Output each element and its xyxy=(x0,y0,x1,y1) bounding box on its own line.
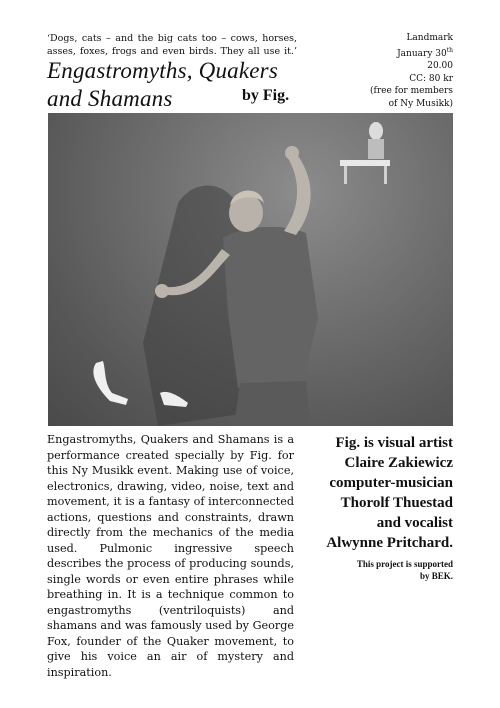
date xyxy=(343,45,453,61)
performer-torso xyxy=(223,227,318,388)
description: Engastromyths, Quakers and Shamans is a performance created specially by Fig. for this Ny Musikk event. Making use of voice, electronics, drawing, video, noise, text and movement, it is a fantasy of interconnected actions, questions and constraints, drawn directly from the mechanics of the media used. Pulmonic ingressive speech describes the process of producing sounds, single words or even entire phrases while breathing in. It is a technique common to engastromyths (ventriloquists) and shamans and was famously used by George Fox, founder of the Quaker movement, to give his voice an air of mystery and inspiration. xyxy=(47,433,294,679)
performance-photo xyxy=(48,113,453,426)
performer-arm-raised xyxy=(284,153,311,235)
event-info xyxy=(343,32,453,110)
venue: Landmark xyxy=(406,33,453,43)
byline: by Fig. xyxy=(242,87,290,104)
credit-line-6: Alwynne Pritchard. xyxy=(326,535,453,551)
credit-line-1: Fig. is visual artist xyxy=(335,435,453,451)
performer-legs xyxy=(234,381,310,426)
support-line-1: This project is supported xyxy=(356,559,453,569)
credits xyxy=(288,433,453,553)
free-note-line1: (free for members xyxy=(370,86,453,96)
projection-figure xyxy=(369,122,383,140)
date-suffix: th xyxy=(446,46,453,54)
photo-illustration xyxy=(48,113,453,426)
projection-hand-left xyxy=(93,361,128,405)
time: 20.00 xyxy=(427,61,453,71)
title: Engastromyths, Quakers and Shamans xyxy=(47,58,278,111)
credit-line-4: Thorolf Thuestad xyxy=(340,495,453,511)
credit-line-2: Claire Zakiewicz xyxy=(344,455,453,471)
free-note-line2: of Ny Musikk) xyxy=(388,98,453,109)
projection-table xyxy=(340,160,390,166)
quote: ‘Dogs, cats – and the big cats too – cows, horses, asses, foxes, frogs and even birds. They all use it.’ xyxy=(47,33,297,57)
support-line-2: by BEK. xyxy=(419,570,453,581)
credit-line-3: computer-musician xyxy=(329,475,453,491)
support-note xyxy=(313,559,453,582)
date-text: January 30 xyxy=(397,48,447,59)
price: CC: 80 kr xyxy=(409,73,453,84)
credit-line-5: and vocalist xyxy=(376,515,453,531)
